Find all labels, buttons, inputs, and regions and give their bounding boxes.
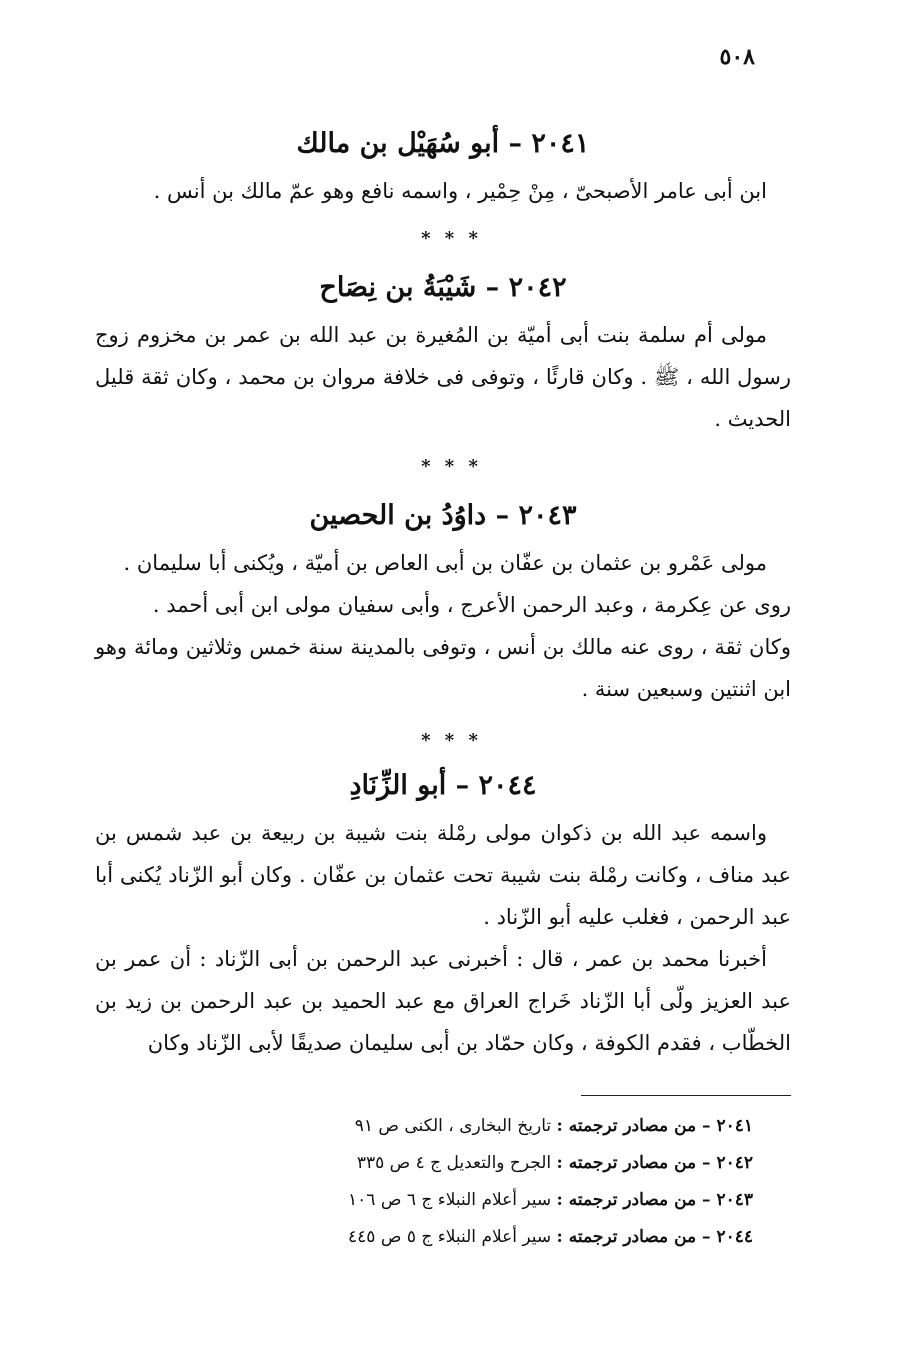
footnote-item bbox=[95, 1219, 753, 1256]
footnote-text: سير أعلام النبلاء ج ٦ ص ١٠٦ bbox=[348, 1190, 552, 1210]
entry-2044 bbox=[95, 766, 791, 1064]
footnote-text: سير أعلام النبلاء ج ٥ ص ٤٤٥ bbox=[348, 1227, 552, 1247]
footnote-label: ٢٠٤٤ – من مصادر ترجمته : bbox=[556, 1227, 753, 1247]
entry-paragraph: ابن أبى عامر الأصبحىّ ، مِنْ حِمْير ، واسمه نافع وهو عمّ مالك بن أنس . bbox=[153, 179, 767, 203]
footnote-item bbox=[95, 1108, 753, 1145]
entry-title: ٢٠٤١ – أبو سُهَيْل بن مالك bbox=[296, 128, 590, 159]
entry-paragraph: أخبرنا محمد بن عمر ، قال : أخبرنى عبد الرحمن بن أبى الزّناد : أن عمر بن عبد العزيز ولّى أبا الزّناد خَراج العراق مع عبد الحميد بن عبد الرحمن بن زيد بن الخطّاب ، فقدم الكوفة ، وكان حمّاد بن أبى سليمان صديقًا لأبى الزّناد وكان bbox=[95, 947, 791, 1055]
entry-title: ٢٠٤٤ – أبو الزِّنَادِ bbox=[349, 770, 537, 801]
entry-paragraph: واسمه عبد الله بن ذكوان مولى رمْلة بنت شيبة بن ربيعة بن عبد شمس بن عبد مناف ، وكانت رمْلة بنت شيبة تحت عثمان بن عفّان . وكان أبو الزّناد يُكنى أبا عبد الرحمن ، فغلب عليه أبو الزّناد . bbox=[95, 821, 791, 929]
footnote-divider bbox=[581, 1095, 791, 1096]
footnote-item bbox=[95, 1182, 753, 1219]
entry-paragraph: مولى أم سلمة بنت أبى أميّة بن المُغيرة بن عبد الله بن عمر بن مخزوم زوج رسول الله ، ﷺ . وكان قارئًا ، وتوفى فى خلافة مروان بن محمد ، وكان ثقة قليل الحديث . bbox=[95, 323, 791, 431]
footnote-label: ٢٠٤٣ – من مصادر ترجمته : bbox=[556, 1190, 753, 1210]
entry-title: ٢٠٤٣ – داوُدُ بن الحصين bbox=[309, 500, 577, 531]
section-separator: * * * bbox=[421, 730, 482, 751]
entry-2042 bbox=[95, 268, 791, 440]
page-number: ٥٠٨ bbox=[719, 44, 755, 70]
entry-paragraph: روى عن عِكرمة ، وعبد الرحمن الأعرج ، وأبى سفيان مولى ابن أبى أحمد . bbox=[152, 593, 791, 617]
entry-2041 bbox=[95, 124, 791, 212]
entry-paragraph: مولى عَمْرو بن عثمان بن عفّان بن أبى العاص بن أميّة ، ويُكنى أبا سليمان . bbox=[123, 551, 767, 575]
footnotes bbox=[95, 1108, 753, 1256]
entry-2043 bbox=[95, 496, 791, 710]
section-separator: * * * bbox=[421, 456, 482, 477]
footnote-label: ٢٠٤١ – من مصادر ترجمته : bbox=[556, 1116, 753, 1136]
footnote-text: الجرح والتعديل ج ٤ ص ٣٣٥ bbox=[356, 1153, 552, 1173]
entry-title: ٢٠٤٢ – شَيْبَةُ بن نِصَاح bbox=[319, 272, 567, 303]
footnote-item bbox=[95, 1145, 753, 1182]
footnote-text: تاريخ البخارى ، الكنى ص ٩١ bbox=[354, 1116, 552, 1136]
section-separator: * * * bbox=[421, 228, 482, 249]
footnote-label: ٢٠٤٢ – من مصادر ترجمته : bbox=[556, 1153, 753, 1173]
entry-paragraph: وكان ثقة ، روى عنه مالك بن أنس ، وتوفى بالمدينة سنة خمس وثلاثين ومائة وهو ابن اثنتين وسبعين سنة . bbox=[95, 635, 791, 701]
